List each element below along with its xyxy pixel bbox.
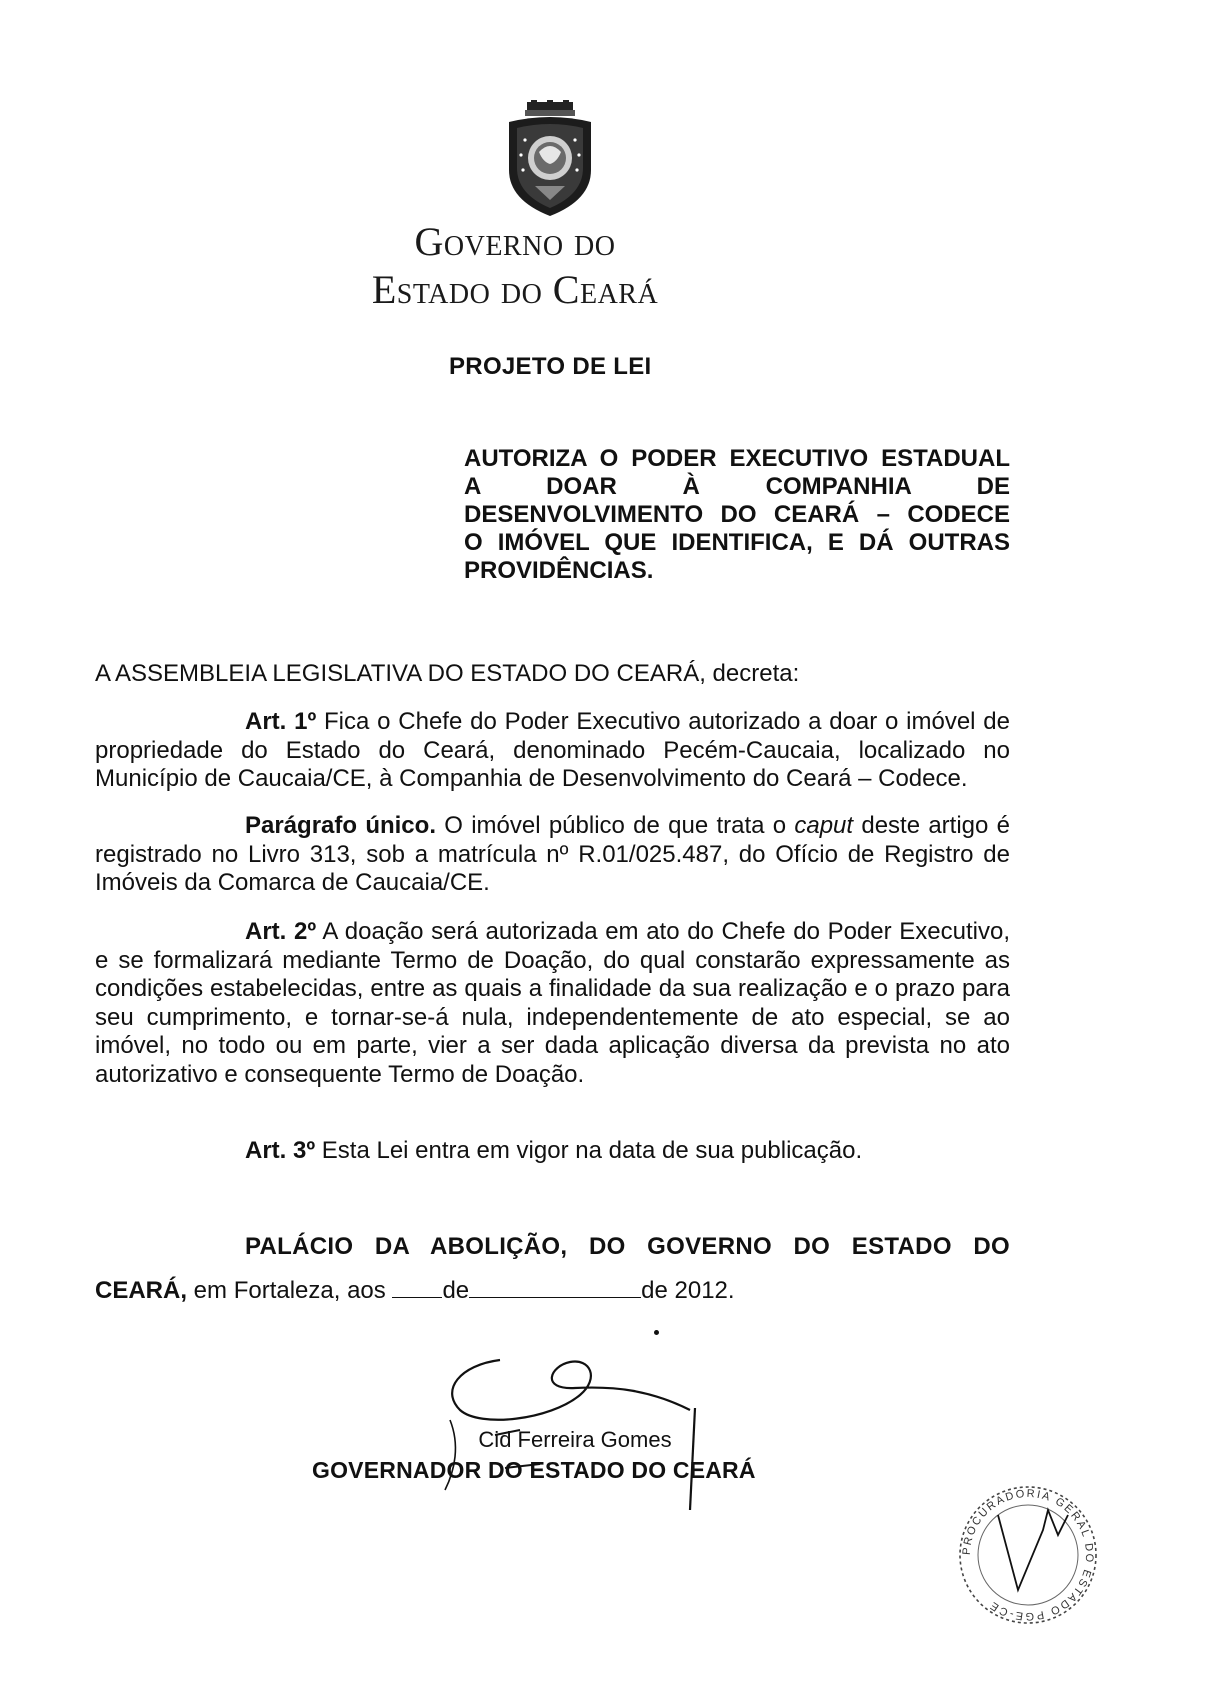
sole-paragraph-italic-term: caput	[794, 812, 854, 839]
article-3-label: Art. 3º	[245, 1137, 316, 1164]
bill-summary-line: PROVIDÊNCIAS.	[464, 557, 654, 584]
sole-paragraph-label: Parágrafo único.	[245, 812, 436, 839]
article-2-label: Art. 2º	[245, 918, 317, 945]
sole-paragraph	[95, 812, 1010, 898]
closing-palace-line: PALÁCIO DA ABOLIÇÃO, DO GOVERNO DO ESTADO DO	[245, 1233, 1010, 1260]
bill-summary-line: DESENVOLVIMENTO DO CEARÁ – CODECE	[464, 501, 1010, 528]
closing-de-1: de	[442, 1277, 470, 1304]
article-1	[95, 708, 1010, 794]
closing-date-line	[95, 1275, 1010, 1305]
svg-text:PROCURADORIA GERAL DO ESTADO P: PROCURADORIA GERAL DO ESTADO PGE-CE	[960, 1487, 1096, 1623]
article-1-label: Art. 1º	[245, 708, 317, 735]
closing-state: CEARÁ,	[95, 1277, 188, 1304]
government-header	[330, 219, 700, 312]
government-header-line1: Governo do	[414, 219, 616, 264]
bill-summary-line: AUTORIZA O PODER EXECUTIVO ESTADUAL	[464, 445, 1010, 472]
closing-place-text: em Fortaleza, aos	[187, 1277, 393, 1304]
day-blank	[392, 1275, 442, 1298]
government-header-line2: Estado do Ceará	[371, 267, 659, 312]
article-2	[95, 918, 1010, 1089]
article-1-text: Fica o Chefe do Poder Executivo autorizado a doar o imóvel de propriedade do Estado do Ceará, denominado Pecém-Caucaia, localizado no Município de Caucaia/CE, à Companhia de Desenvolvimento do Ceará – Codece.	[95, 708, 1010, 792]
article-2-text: A doação será autorizada em ato do Chefe do Poder Executivo, e se formalizará mediante Termo de Doação, do qual constarão expressamente as condições estabelecidas, entre as quais a finalidade da sua realização e o prazo para seu cumprimento, e tornar-se-á nula, independentemente de ato especial, se ao imóvel, no todo ou em parte, vier a ser dada aplicação diversa da prevista no ato autorizativo e consequente Termo de Doação.	[95, 918, 1010, 1088]
bill-summary-line: O IMÓVEL QUE IDENTIFICA, E DÁ OUTRAS	[464, 529, 1010, 556]
article-3-text: Esta Lei entra em vigor na data de sua publicação.	[315, 1137, 863, 1164]
month-blank	[469, 1275, 641, 1298]
closing-statement	[95, 1233, 1010, 1305]
closing-year: de 2012.	[641, 1277, 735, 1304]
bill-summary	[464, 445, 1010, 585]
enacting-clause: A ASSEMBLEIA LEGISLATIVA DO ESTADO DO CEARÁ, decreta:	[95, 660, 800, 687]
signatory-name: Cid Ferreira Gomes	[478, 1427, 672, 1452]
stray-dot	[654, 1330, 659, 1335]
article-3	[95, 1137, 1010, 1166]
pge-seal-stamp	[948, 1475, 1108, 1635]
signatory-role: GOVERNADOR DO ESTADO DO CEARÁ	[312, 1457, 756, 1483]
sole-paragraph-text-after: deste artigo é registrado no Livro 313, sob a matrícula nº R.01/025.487, do Ofício de Registro de Imóveis da Comarca de Caucaia/CE.	[95, 812, 1010, 896]
state-coat-of-arms-icon	[495, 100, 605, 220]
bill-summary-line: A DOAR À COMPANHIA DE	[464, 473, 1010, 500]
sole-paragraph-text-before: O imóvel público de que trata o	[435, 812, 795, 839]
document-type-title: PROJETO DE LEI	[449, 353, 652, 380]
